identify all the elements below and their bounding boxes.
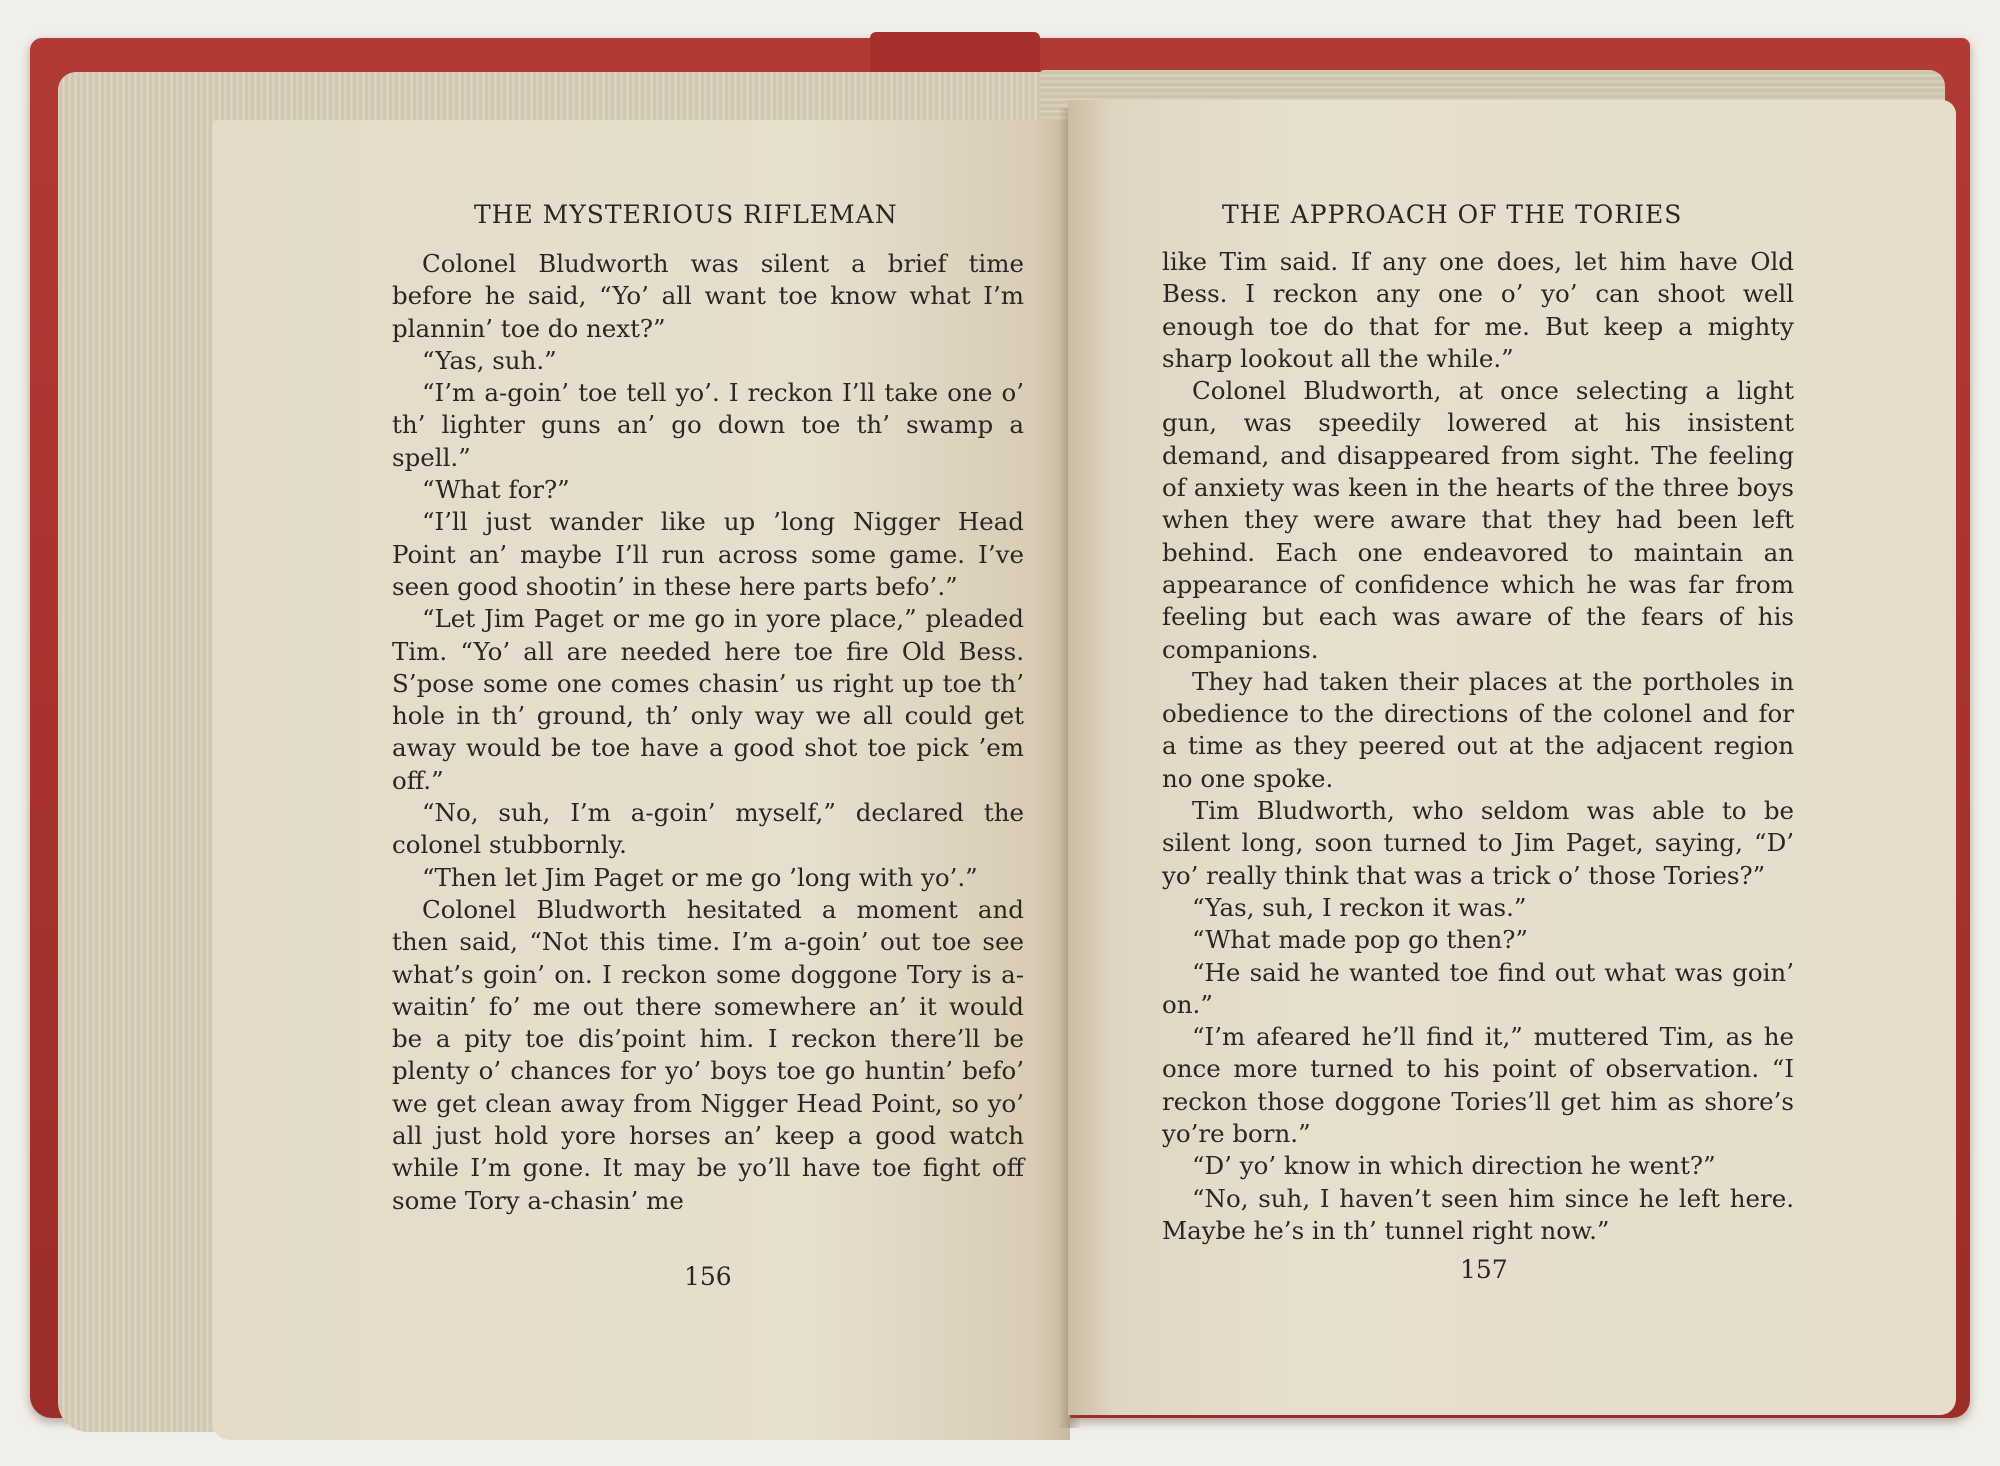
paragraph: “What for?”	[422, 475, 570, 505]
paragraph: Colonel Bludworth, at once selecting a light gun, was speedily lowered at his insistent demand, and disappeared from sight. The feeling of anxiety was keen in the hearts of the three boys when they were aware that they had been left behind. Each one endeavored to maintain an appearance of confidence which he was far from feeling but each was aware of the fears of his companions.	[1162, 376, 1794, 664]
right-page	[1068, 100, 1956, 1415]
left-page-number: 156	[684, 1262, 732, 1291]
paragraph: “What made pop go then?”	[1192, 925, 1528, 955]
paragraph: “Yas, suh.”	[422, 345, 557, 375]
paragraph: “Yas, suh, I reckon it was.”	[1192, 892, 1527, 922]
paragraph: Colonel Bludworth hesitated a moment and then said, “Not this time. I’m a-goin’ out toe see what’s goin’ on. I reckon some doggone Tory is a-waitin’ fo’ me out there somewhere an’ it would be a pity toe dis’point him. I reckon there’ll be plenty o’ chances for yo’ boys toe go huntin’ befo’ we get clean away from Nigger Head Point, so yo’ all just hold yore horses an’ keep a good watch while I’m gone. It may be yo’ll have toe fight off some Tory a-chasin’ me	[392, 894, 1024, 1215]
right-page-number: 157	[1460, 1255, 1508, 1284]
right-page-text	[1162, 246, 1794, 1247]
paragraph: “I’m afeared he’ll find it,” muttered Tim, as he once more turned to his point of observation. “I reckon those doggone Tories’ll get him as shore’s yo’re born.”	[1162, 1022, 1794, 1149]
paragraph: “I’ll just wander like up ’long Nigger Head Point an’ maybe I’ll run across some game. I’ve seen good shootin’ in these here parts befo’.”	[392, 507, 1024, 601]
paragraph: “No, suh, I’m a-goin’ myself,” declared the colonel stubbornly.	[392, 798, 1024, 860]
paragraph: “D’ yo’ know in which direction he went?”	[1192, 1151, 1716, 1181]
paragraph: like Tim said. If any one does, let him have Old Bess. I reckon any one o’ yo’ can shoot well enough toe do that for me. But keep a mighty sharp lookout all the while.”	[1162, 247, 1794, 373]
paragraph: “Then let Jim Paget or me go ’long with yo’.”	[422, 862, 978, 892]
paragraph: They had taken their places at the portholes in obedience to the directions of the colonel and for a time as they peered out at the adjacent region no one spoke.	[1162, 666, 1794, 793]
paragraph: “Let Jim Paget or me go in yore place,” pleaded Tim. “Yo’ all are needed here toe fire Old Bess. S’pose some one comes chasin’ us right up toe th’ hole in th’ ground, th’ only way we all could get away would be toe have a good shot toe pick ’em off.”	[392, 604, 1024, 795]
right-running-head: THE APPROACH OF THE TORIES	[1222, 200, 1683, 229]
paragraph: “He said he wanted toe find out what was goin’ on.”	[1162, 957, 1794, 1019]
left-page	[212, 120, 1070, 1440]
left-running-head: THE MYSTERIOUS RIFLEMAN	[474, 200, 898, 229]
paragraph: “I’m a-goin’ toe tell yo’. I reckon I’ll take one o’ th’ lighter guns an’ go down toe th’ swamp a spell.”	[392, 378, 1024, 472]
left-page-text	[392, 248, 1024, 1217]
paragraph: Colonel Bludworth was silent a brief time before he said, “Yo’ all want toe know what I’m plannin’ toe do next?”	[392, 249, 1024, 343]
paragraph: “No, suh, I haven’t seen him since he left here. Maybe he’s in th’ tunnel right now.”	[1162, 1183, 1794, 1245]
paragraph: Tim Bludworth, who seldom was able to be silent long, soon turned to Jim Paget, saying, “D’ yo’ really think that was a trick o’ those Tories?”	[1162, 796, 1794, 890]
